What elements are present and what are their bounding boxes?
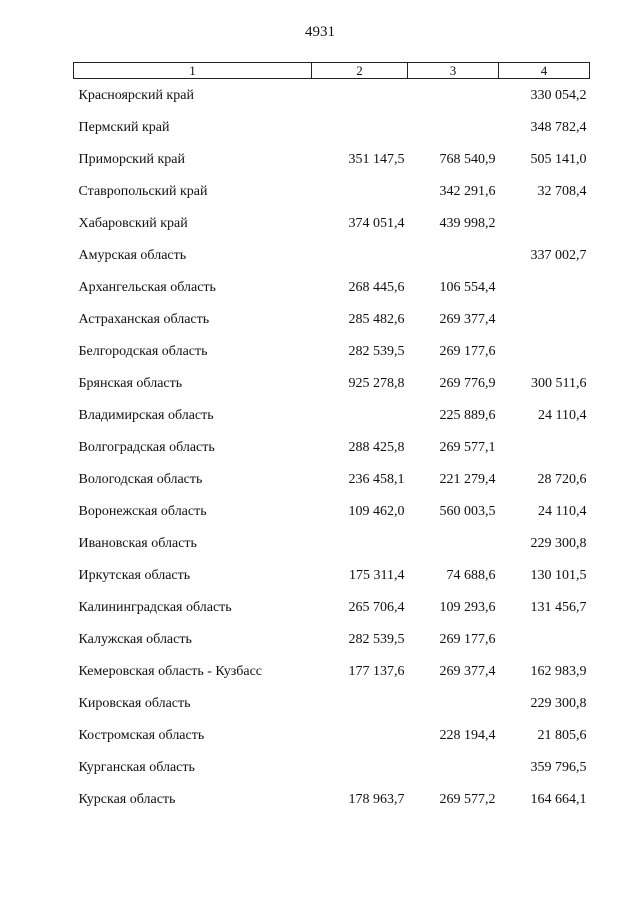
table-row: [74, 656, 590, 688]
region-name-cell: Вологодская область: [78, 472, 203, 487]
column-3-value-cell: [408, 112, 499, 144]
region-name-cell: Кировская область: [78, 696, 191, 711]
column-3-value-cell: 106 554,4: [439, 280, 496, 295]
table-row: [74, 240, 590, 272]
region-name-cell: Астраханская область: [78, 312, 210, 327]
region-name-cell: Кемеровская область - Кузбасс: [78, 664, 263, 679]
column-2-value-cell: 175 311,4: [349, 568, 405, 583]
column-4-value-cell: [499, 208, 590, 240]
table-row: [74, 560, 590, 592]
table-body: [74, 79, 590, 817]
column-2-value-cell: 109 462,0: [348, 504, 405, 519]
region-name-cell: Хабаровский край: [78, 216, 188, 231]
page-number: 4931: [305, 24, 335, 40]
table-row: [74, 688, 590, 720]
column-4-value-cell: 300 511,6: [531, 376, 587, 391]
column-4-value-cell: 24 110,4: [538, 504, 587, 519]
column-3-value-cell: 269 776,9: [439, 376, 496, 391]
column-3-value-cell: 221 279,4: [439, 472, 496, 487]
column-2-value-cell: 178 963,7: [348, 792, 405, 807]
table-row: [74, 432, 590, 464]
column-3-value-cell: 269 577,2: [439, 792, 496, 807]
region-name-cell: Брянская область: [78, 376, 183, 391]
column-2-value-cell: [312, 752, 408, 784]
table-row: [74, 528, 590, 560]
column-4-value-cell: 359 796,5: [530, 760, 587, 775]
column-3-value-cell: 768 540,9: [439, 152, 496, 167]
column-header: 2: [312, 63, 408, 79]
column-4-value-cell: 131 456,7: [530, 600, 587, 615]
column-4-value-cell: 337 002,7: [530, 248, 587, 263]
column-4-value-cell: 28 720,6: [537, 472, 587, 487]
table-row: [74, 464, 590, 496]
table-row: [74, 208, 590, 240]
region-name-cell: Красноярский край: [78, 87, 194, 103]
column-3-value-cell: 269 177,6: [439, 632, 496, 647]
column-3-value-cell: 269 377,4: [439, 312, 496, 327]
region-name-cell: Калининградская область: [78, 600, 232, 615]
column-header: 4: [499, 63, 590, 79]
region-name-cell: Волгоградская область: [78, 440, 215, 455]
region-name-cell: Белгородская область: [78, 344, 208, 359]
region-name-cell: Иркутская область: [78, 568, 191, 583]
column-3-value-cell: [408, 752, 499, 784]
region-name-cell: Курская область: [78, 792, 176, 807]
column-3-value-cell: 342 291,6: [439, 184, 496, 199]
column-3-value-cell: 269 177,6: [439, 344, 496, 359]
table-row: [74, 784, 590, 816]
region-name-cell: Ставропольский край: [78, 184, 208, 199]
column-4-value-cell: 229 300,8: [530, 696, 587, 711]
data-table: [73, 62, 590, 816]
table-row: [74, 176, 590, 208]
column-3-value-cell: [408, 240, 499, 272]
column-2-value-cell: 282 539,5: [348, 632, 405, 647]
region-name-cell: Владимирская область: [78, 408, 214, 423]
column-4-value-cell: [499, 624, 590, 656]
column-3-value-cell: [408, 528, 499, 560]
table-row: [74, 400, 590, 432]
column-4-value-cell: 348 782,4: [530, 120, 587, 135]
region-name-cell: Приморский край: [78, 152, 185, 167]
table-row: [74, 336, 590, 368]
column-2-value-cell: 925 278,8: [348, 376, 405, 391]
column-2-value-cell: [312, 176, 408, 208]
column-3-value-cell: [408, 688, 499, 720]
column-3-value-cell: 439 998,2: [439, 216, 496, 231]
column-2-value-cell: [312, 720, 408, 752]
column-4-value-cell: 164 664,1: [530, 792, 587, 807]
column-4-value-cell: 130 101,5: [530, 568, 587, 583]
table-header: [74, 63, 590, 79]
table-row: [74, 624, 590, 656]
column-4-value-cell: [499, 304, 590, 336]
column-3-value-cell: 109 293,6: [439, 600, 496, 615]
column-2-value-cell: 374 051,4: [348, 216, 405, 231]
region-name-cell: Архангельская область: [78, 280, 216, 295]
column-header: 3: [408, 63, 499, 79]
column-2-value-cell: 236 458,1: [348, 472, 405, 487]
table-row: [74, 79, 590, 113]
column-4-value-cell: 32 708,4: [537, 184, 587, 199]
column-header: 1: [74, 63, 312, 79]
column-4-value-cell: 162 983,9: [530, 664, 587, 679]
column-2-value-cell: [312, 79, 408, 113]
region-name-cell: Пермский край: [78, 120, 170, 135]
table-row: [74, 720, 590, 752]
table-row: [74, 112, 590, 144]
column-2-value-cell: 288 425,8: [348, 440, 405, 455]
column-2-value-cell: [312, 688, 408, 720]
region-name-cell: Костромская область: [78, 728, 205, 743]
column-2-value-cell: [312, 528, 408, 560]
table-row: [74, 272, 590, 304]
region-name-cell: Ивановская область: [78, 536, 197, 551]
column-2-value-cell: [312, 400, 408, 432]
region-name-cell: Калужская область: [78, 632, 192, 647]
column-2-value-cell: [312, 240, 408, 272]
table-row: [74, 496, 590, 528]
table-row: [74, 144, 590, 176]
column-4-value-cell: 229 300,8: [530, 536, 587, 551]
column-2-value-cell: 282 539,5: [348, 344, 405, 359]
column-3-value-cell: 269 377,4: [439, 664, 496, 679]
region-name-cell: Воронежская область: [78, 504, 207, 519]
column-4-value-cell: 24 110,4: [538, 408, 587, 423]
column-4-value-cell: [499, 272, 590, 304]
table-row: [74, 304, 590, 336]
column-3-value-cell: 225 889,6: [439, 408, 496, 423]
column-2-value-cell: 265 706,4: [348, 600, 405, 615]
column-4-value-cell: [499, 336, 590, 368]
column-2-value-cell: 268 445,6: [348, 280, 405, 295]
column-4-value-cell: 330 054,2: [530, 87, 587, 103]
column-4-value-cell: [499, 432, 590, 464]
column-3-value-cell: 560 003,5: [439, 504, 496, 519]
column-2-value-cell: 177 137,6: [348, 664, 405, 679]
column-2-value-cell: [312, 112, 408, 144]
column-2-value-cell: 351 147,5: [348, 152, 405, 167]
table-row: [74, 592, 590, 624]
column-4-value-cell: 21 805,6: [537, 728, 587, 743]
column-3-value-cell: 228 194,4: [439, 728, 496, 743]
column-3-value-cell: 74 688,6: [446, 568, 496, 583]
column-2-value-cell: 285 482,6: [348, 312, 405, 327]
column-3-value-cell: 269 577,1: [439, 440, 496, 455]
region-name-cell: Курганская область: [78, 760, 195, 775]
column-3-value-cell: [408, 79, 499, 113]
table-row: [74, 752, 590, 784]
header-row: [74, 63, 590, 79]
column-4-value-cell: 505 141,0: [530, 152, 587, 167]
table-row: [74, 368, 590, 400]
region-name-cell: Амурская область: [78, 248, 187, 263]
